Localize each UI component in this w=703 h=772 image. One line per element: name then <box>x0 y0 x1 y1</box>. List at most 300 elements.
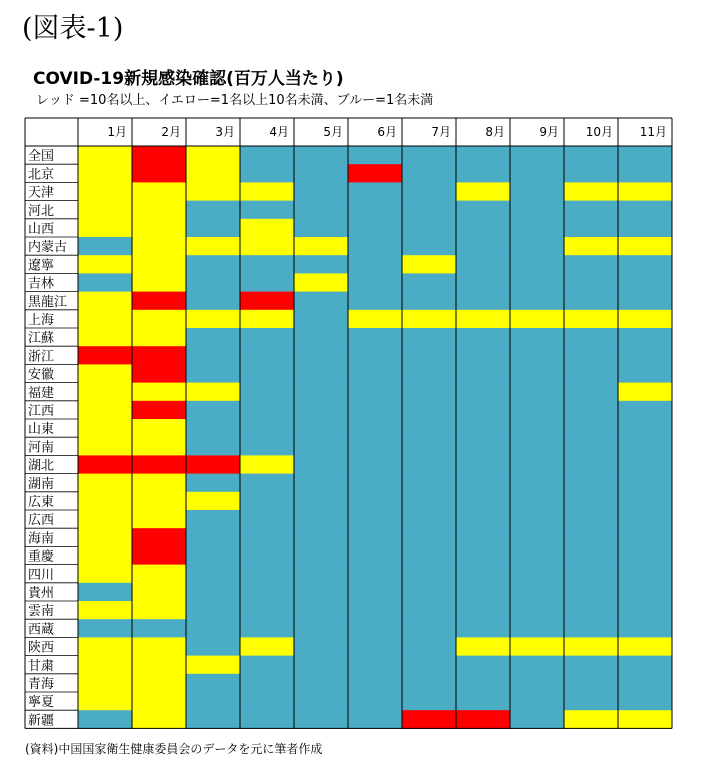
heatmap-cell <box>348 565 403 584</box>
heatmap-cell <box>132 237 187 256</box>
heatmap-cell <box>456 510 511 529</box>
heatmap-cell <box>294 474 349 493</box>
heatmap-cell <box>132 419 187 438</box>
heatmap-cell <box>78 219 133 238</box>
heatmap-cell <box>510 565 565 584</box>
heatmap-cell <box>564 383 619 402</box>
heatmap-cell <box>132 565 187 584</box>
heatmap-cell <box>348 492 403 511</box>
heatmap-cell <box>78 474 133 493</box>
heatmap-cell <box>618 637 673 656</box>
heatmap-cell <box>456 437 511 456</box>
heatmap-cell <box>510 346 565 365</box>
heatmap-cell <box>564 492 619 511</box>
heatmap-cell <box>564 182 619 201</box>
region-label: 貴州 <box>28 586 55 601</box>
heatmap-cell <box>510 201 565 220</box>
heatmap-cell <box>186 401 241 420</box>
heatmap-cell <box>402 565 457 584</box>
heatmap-cell <box>510 219 565 238</box>
heatmap-cell <box>618 692 673 711</box>
heatmap-cell <box>402 364 457 383</box>
region-label: 山東 <box>28 422 55 438</box>
heatmap-cell <box>78 637 133 656</box>
heatmap-cell <box>402 182 457 201</box>
heatmap-cell <box>294 455 349 474</box>
region-label: 海南 <box>28 531 55 547</box>
heatmap-cell <box>510 710 565 729</box>
heatmap-cell <box>348 383 403 402</box>
heatmap-cell <box>186 510 241 529</box>
heatmap-cell <box>132 364 187 383</box>
heatmap-cell <box>456 637 511 656</box>
heatmap-cell <box>402 474 457 493</box>
heatmap-cell <box>510 292 565 311</box>
heatmap-cell <box>240 619 295 638</box>
heatmap-cell <box>294 164 349 183</box>
region-label: 湖南 <box>28 476 55 492</box>
heatmap-cell <box>348 237 403 256</box>
heatmap-cell <box>402 601 457 620</box>
heatmap-cell <box>132 201 187 220</box>
heatmap-cell <box>564 201 619 220</box>
heatmap-cell <box>186 583 241 602</box>
heatmap-cell <box>510 383 565 402</box>
heatmap-cell <box>240 201 295 220</box>
heatmap-cell <box>348 692 403 711</box>
heatmap-cell <box>294 201 349 220</box>
heatmap-cell <box>618 455 673 474</box>
heatmap-cell <box>240 219 295 238</box>
heatmap-cell <box>618 201 673 220</box>
heatmap-cell <box>402 674 457 693</box>
heatmap-cell <box>402 546 457 565</box>
heatmap-cell <box>186 164 241 183</box>
heatmap-cell <box>240 455 295 474</box>
heatmap-cell <box>456 364 511 383</box>
heatmap-cell <box>348 146 403 165</box>
heatmap-cell <box>564 164 619 183</box>
heatmap-cell <box>564 619 619 638</box>
heatmap-cell <box>240 637 295 656</box>
heatmap-cell <box>240 510 295 529</box>
heatmap-cell <box>618 419 673 438</box>
heatmap-cell <box>78 656 133 675</box>
heatmap-cell <box>618 292 673 311</box>
heatmap-cell <box>240 565 295 584</box>
heatmap-cell <box>402 292 457 311</box>
region-label: 安徽 <box>28 367 55 383</box>
region-label: 全国 <box>28 149 55 165</box>
heatmap-cell <box>240 601 295 620</box>
region-label: 新疆 <box>28 713 55 729</box>
heatmap-cell <box>294 383 349 402</box>
heatmap-cell <box>402 692 457 711</box>
heatmap-cell <box>618 474 673 493</box>
heatmap-cell <box>78 455 133 474</box>
heatmap-cell <box>294 637 349 656</box>
region-label: 西蔵 <box>28 622 55 638</box>
region-label: 河北 <box>28 203 55 219</box>
heatmap-cell <box>294 656 349 675</box>
heatmap-cell <box>78 546 133 565</box>
heatmap-cell <box>348 292 403 311</box>
heatmap-cell <box>186 474 241 493</box>
heatmap-cell <box>186 310 241 329</box>
heatmap-cell <box>510 637 565 656</box>
heatmap-cell <box>240 474 295 493</box>
heatmap-cell <box>564 656 619 675</box>
heatmap-cell <box>186 292 241 311</box>
heatmap-cell <box>510 474 565 493</box>
heatmap-cell <box>132 310 187 329</box>
heatmap-cell <box>240 273 295 292</box>
heatmap-cell <box>456 474 511 493</box>
heatmap-cell <box>456 328 511 347</box>
heatmap-cell <box>294 528 349 547</box>
heatmap-cell <box>78 692 133 711</box>
heatmap-cell <box>618 510 673 529</box>
heatmap-cell <box>294 565 349 584</box>
heatmap-cell <box>510 310 565 329</box>
month-label: 11月 <box>639 125 667 139</box>
heatmap-cell <box>510 601 565 620</box>
heatmap-cell <box>348 637 403 656</box>
heatmap-cell <box>564 146 619 165</box>
heatmap-cell <box>294 674 349 693</box>
heatmap-cell <box>132 656 187 675</box>
heatmap-cell <box>564 364 619 383</box>
month-label: 8月 <box>485 125 505 139</box>
heatmap-cell <box>78 510 133 529</box>
heatmap-cell <box>564 237 619 256</box>
heatmap-cell <box>294 292 349 311</box>
month-label: 10月 <box>585 125 613 139</box>
heatmap-cell <box>456 601 511 620</box>
heatmap-cell <box>132 528 187 547</box>
region-label: 上海 <box>28 313 55 328</box>
heatmap-cell <box>402 237 457 256</box>
heatmap-cell <box>456 201 511 220</box>
heatmap-cell <box>564 273 619 292</box>
heatmap-cell <box>186 328 241 347</box>
heatmap-cell <box>186 692 241 711</box>
heatmap-cell <box>348 474 403 493</box>
heatmap-cell <box>240 546 295 565</box>
heatmap-cell <box>564 637 619 656</box>
heatmap-cell <box>510 492 565 511</box>
region-label: 黒龍江 <box>28 294 68 310</box>
heatmap-cell <box>564 474 619 493</box>
heatmap-cell <box>78 182 133 201</box>
heatmap-cell <box>132 474 187 493</box>
heatmap-cell <box>456 674 511 693</box>
region-label: 河南 <box>28 440 55 456</box>
heatmap-cell <box>294 710 349 729</box>
heatmap-cell <box>402 419 457 438</box>
heatmap-cell <box>618 565 673 584</box>
heatmap-cell <box>510 419 565 438</box>
heatmap-cell <box>132 292 187 311</box>
heatmap-cell <box>294 237 349 256</box>
heatmap-cell <box>456 182 511 201</box>
heatmap-cell <box>78 255 133 274</box>
heatmap-cell <box>564 601 619 620</box>
heatmap-cell <box>348 583 403 602</box>
heatmap-cell <box>456 619 511 638</box>
heatmap-cell <box>402 710 457 729</box>
region-label: 四川 <box>28 567 55 583</box>
heatmap-cell <box>510 546 565 565</box>
heatmap-cell <box>402 637 457 656</box>
heatmap-cell <box>240 674 295 693</box>
region-label: 重慶 <box>28 549 55 565</box>
heatmap-cell <box>132 674 187 693</box>
heatmap-cell <box>564 437 619 456</box>
heatmap-cell <box>402 346 457 365</box>
heatmap-cell <box>348 310 403 329</box>
heatmap-cell <box>402 455 457 474</box>
heatmap-cell <box>294 146 349 165</box>
heatmap-cell <box>132 637 187 656</box>
heatmap-cell <box>402 583 457 602</box>
heatmap-cell <box>456 565 511 584</box>
heatmap-cell <box>78 273 133 292</box>
heatmap-cell <box>564 328 619 347</box>
heatmap-cell <box>456 273 511 292</box>
heatmap-cell <box>186 255 241 274</box>
heatmap-cell <box>348 201 403 220</box>
month-label: 1月 <box>107 125 127 139</box>
heatmap-cell <box>510 692 565 711</box>
heatmap-cell <box>510 437 565 456</box>
region-label: 甘粛 <box>28 658 55 674</box>
heatmap-cell <box>132 164 187 183</box>
heatmap-cell <box>294 546 349 565</box>
month-label: 5月 <box>323 125 343 139</box>
heatmap-cell <box>348 710 403 729</box>
heatmap-cell <box>564 546 619 565</box>
heatmap-cell <box>456 401 511 420</box>
heatmap-cell <box>348 619 403 638</box>
region-label: 内蒙古 <box>28 240 68 256</box>
heatmap-cell <box>510 273 565 292</box>
region-label: 陝西 <box>28 640 55 656</box>
heatmap-cell <box>186 619 241 638</box>
heatmap-cell <box>294 437 349 456</box>
heatmap-cell <box>186 528 241 547</box>
heatmap-cell <box>564 292 619 311</box>
heatmap-cell <box>186 237 241 256</box>
heatmap-cell <box>132 601 187 620</box>
heatmap-cell <box>78 492 133 511</box>
heatmap-cell <box>240 583 295 602</box>
heatmap-cell <box>510 255 565 274</box>
region-label: 雲南 <box>28 604 55 620</box>
heatmap-cell <box>618 164 673 183</box>
heatmap-cell <box>456 310 511 329</box>
heatmap-cell <box>294 328 349 347</box>
heatmap-cell <box>564 583 619 602</box>
heatmap-cell <box>564 219 619 238</box>
heatmap-cell <box>456 146 511 165</box>
heatmap-cell <box>78 619 133 638</box>
heatmap-cell <box>186 201 241 220</box>
heatmap-cell <box>186 601 241 620</box>
heatmap-cell <box>78 419 133 438</box>
heatmap-cell <box>132 510 187 529</box>
heatmap-cell <box>294 692 349 711</box>
region-label: 江西 <box>28 404 55 419</box>
heatmap-cell <box>402 310 457 329</box>
heatmap-cell <box>402 146 457 165</box>
heatmap-cell <box>186 182 241 201</box>
heatmap-cell <box>348 674 403 693</box>
heatmap-cell <box>564 255 619 274</box>
heatmap-cell <box>78 437 133 456</box>
heatmap-cell <box>618 383 673 402</box>
heatmap-cell <box>240 328 295 347</box>
region-label: 湖北 <box>28 458 55 474</box>
heatmap-cell <box>456 237 511 256</box>
heatmap-cell <box>348 164 403 183</box>
heatmap-cell <box>132 710 187 729</box>
heatmap-cell <box>240 710 295 729</box>
heatmap-cell <box>348 601 403 620</box>
heatmap-cell <box>618 310 673 329</box>
heatmap-cell <box>78 164 133 183</box>
heatmap-cell <box>348 656 403 675</box>
heatmap-cell <box>294 219 349 238</box>
month-label: 7月 <box>431 125 451 139</box>
heatmap-cell <box>510 164 565 183</box>
heatmap-cell <box>402 201 457 220</box>
heatmap-cell <box>186 546 241 565</box>
heatmap-cell <box>618 146 673 165</box>
heatmap-cell <box>78 383 133 402</box>
heatmap-cell <box>564 419 619 438</box>
heatmap-cell <box>456 164 511 183</box>
heatmap-cell <box>132 583 187 602</box>
heatmap-cell <box>294 601 349 620</box>
heatmap-cell <box>132 255 187 274</box>
heatmap-cell <box>186 146 241 165</box>
heatmap-cell <box>618 328 673 347</box>
heatmap-cell <box>564 510 619 529</box>
heatmap-cell <box>240 383 295 402</box>
heatmap-cell <box>294 619 349 638</box>
heatmap-cell <box>564 674 619 693</box>
heatmap-cell <box>294 583 349 602</box>
heatmap-cell <box>78 583 133 602</box>
heatmap-cell <box>348 255 403 274</box>
region-label: 浙江 <box>28 349 55 365</box>
heatmap-cell <box>402 492 457 511</box>
heatmap-cell <box>402 401 457 420</box>
figure-label: (図表-1) <box>22 13 124 44</box>
heatmap-cell <box>618 255 673 274</box>
heatmap-cell <box>510 619 565 638</box>
heatmap-cell <box>132 182 187 201</box>
heatmap-cell <box>186 455 241 474</box>
heatmap-cell <box>78 310 133 329</box>
heatmap-cell <box>132 492 187 511</box>
heatmap-cell <box>240 528 295 547</box>
heatmap-cell <box>618 656 673 675</box>
heatmap-cell <box>78 364 133 383</box>
heatmap-cell <box>510 182 565 201</box>
heatmap-cell <box>510 237 565 256</box>
heatmap-cell <box>618 219 673 238</box>
heatmap-cell <box>510 401 565 420</box>
heatmap-cell <box>402 164 457 183</box>
heatmap-cell <box>456 219 511 238</box>
heatmap-cell <box>402 437 457 456</box>
heatmap-cell <box>132 273 187 292</box>
heatmap-cell <box>618 401 673 420</box>
heatmap-cell <box>618 364 673 383</box>
heatmap-cell <box>618 601 673 620</box>
heatmap-cell <box>132 619 187 638</box>
heatmap-cell <box>564 455 619 474</box>
heatmap-cell <box>240 237 295 256</box>
region-label: 遼寧 <box>28 258 55 274</box>
heatmap-cell <box>348 364 403 383</box>
heatmap-cell <box>186 710 241 729</box>
region-label: 山西 <box>28 222 55 237</box>
heatmap-cell <box>348 346 403 365</box>
heatmap-cell <box>456 546 511 565</box>
heatmap-cell <box>618 237 673 256</box>
region-label: 吉林 <box>28 276 55 292</box>
heatmap-cell <box>132 346 187 365</box>
heatmap-cell <box>618 583 673 602</box>
heatmap-cell <box>618 619 673 638</box>
heatmap-cell <box>240 146 295 165</box>
heatmap-cell <box>186 674 241 693</box>
heatmap-cell <box>348 328 403 347</box>
heatmap-cell <box>348 219 403 238</box>
heatmap-cell <box>132 146 187 165</box>
heatmap-cell <box>348 437 403 456</box>
heatmap-cell <box>618 528 673 547</box>
heatmap-cell <box>294 255 349 274</box>
heatmap-cell <box>456 656 511 675</box>
heatmap-cell <box>618 674 673 693</box>
heatmap-cell <box>186 419 241 438</box>
region-label: 青海 <box>28 677 55 692</box>
heatmap-cell <box>348 273 403 292</box>
heatmap-cell <box>510 583 565 602</box>
heatmap-cell <box>240 292 295 311</box>
heatmap-cell <box>132 328 187 347</box>
heatmap-cell <box>240 692 295 711</box>
heatmap-cell <box>456 455 511 474</box>
heatmap-cell <box>456 383 511 402</box>
heatmap-cell <box>294 310 349 329</box>
heatmap-cell <box>456 692 511 711</box>
region-label: 広西 <box>28 513 55 529</box>
heatmap-cell <box>348 528 403 547</box>
heatmap-cell <box>240 182 295 201</box>
heatmap-cell <box>510 656 565 675</box>
heatmap-cell <box>186 364 241 383</box>
heatmap-cell <box>132 219 187 238</box>
month-label: 2月 <box>161 125 181 139</box>
heatmap-cell <box>510 674 565 693</box>
heatmap-cell <box>240 419 295 438</box>
heatmap-cell <box>240 656 295 675</box>
